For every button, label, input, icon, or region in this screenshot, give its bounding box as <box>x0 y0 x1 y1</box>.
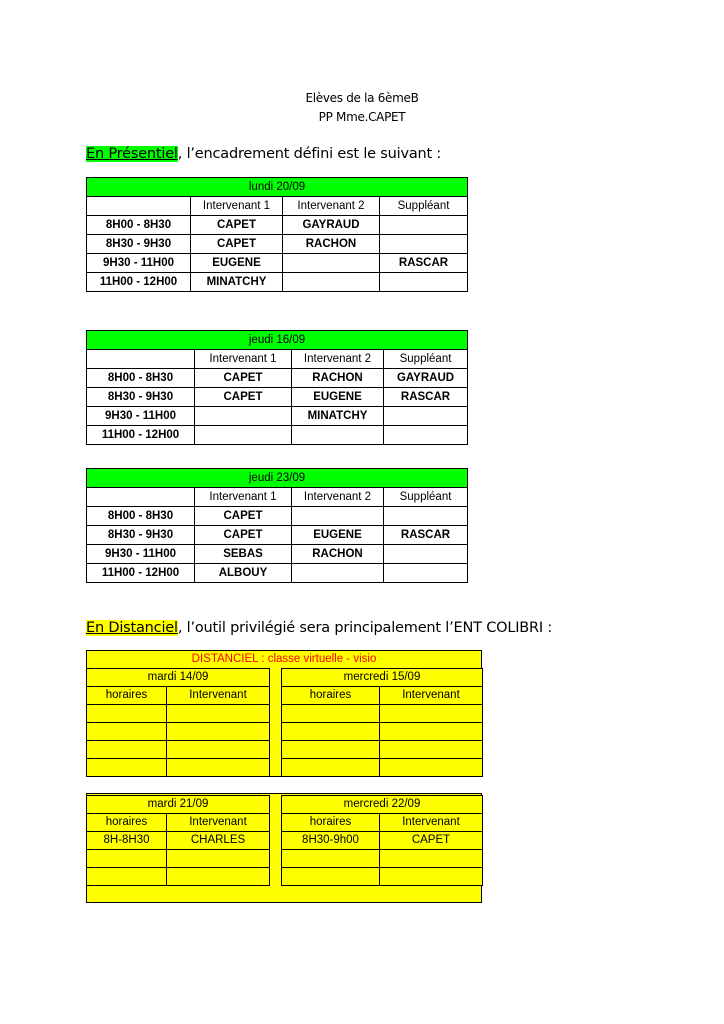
col-header: horaires <box>87 814 167 832</box>
distanciel-table <box>281 668 483 777</box>
distanciel-day: mercredi 22/09 <box>282 796 483 814</box>
schedule-table <box>86 330 468 445</box>
distanciel-day: mardi 21/09 <box>87 796 270 814</box>
distanciel-highlight: En Distanciel <box>86 620 178 636</box>
distanciel-table <box>86 668 270 777</box>
table-date: lundi 20/09 <box>87 178 468 197</box>
table-row <box>282 741 483 759</box>
table-date: jeudi 16/09 <box>87 331 468 350</box>
presentiel-intro <box>86 146 441 162</box>
col-header: Intervenant 1 <box>195 350 292 369</box>
table-row <box>282 723 483 741</box>
table-row: 9H30 - 11H00 SEBAS RACHON <box>87 545 468 564</box>
col-header: Intervenant <box>167 814 270 832</box>
col-header: Intervenant 1 <box>195 488 292 507</box>
distanciel-table <box>281 795 483 886</box>
distanciel-banner: DISTANCIEL : classe virtuelle - visio <box>86 650 482 667</box>
table-row <box>282 868 483 886</box>
document-title: Elèves de la 6èmeB <box>305 91 419 105</box>
table-row: 8H-8H30 CHARLES <box>87 832 270 850</box>
table-row: 8H30 - 9H30 CAPET RACHON <box>87 235 468 254</box>
col-header: Intervenant 2 <box>283 197 380 216</box>
table-row <box>87 850 270 868</box>
table-row <box>282 705 483 723</box>
table-row: 11H00 - 12H00 <box>87 426 468 445</box>
col-header: horaires <box>282 687 380 705</box>
table-row: 8H00 - 8H30 CAPET <box>87 507 468 526</box>
table-row <box>87 759 270 777</box>
table-row: 8H30-9h00 CAPET <box>282 832 483 850</box>
presentiel-intro-text: , l’encadrement défini est le suivant : <box>177 146 442 162</box>
distanciel-intro-text: , l’outil privilégié sera principalement l’ENT COLIBRI : <box>177 620 553 636</box>
schedule-table <box>86 177 468 292</box>
col-header: Suppléant <box>380 197 468 216</box>
table-row <box>282 850 483 868</box>
col-header: Suppléant <box>384 350 468 369</box>
col-header: Intervenant 2 <box>292 350 384 369</box>
distanciel-day: mercredi 15/09 <box>282 669 483 687</box>
table-row: 8H30 - 9H30 CAPET EUGENE RASCAR <box>87 388 468 407</box>
presentiel-highlight: En Présentiel <box>86 146 178 162</box>
table-row: 11H00 - 12H00 ALBOUY <box>87 564 468 583</box>
table-date: jeudi 23/09 <box>87 469 468 488</box>
table-row <box>87 723 270 741</box>
col-header: Intervenant 2 <box>292 488 384 507</box>
table-row <box>87 705 270 723</box>
col-header: Suppléant <box>384 488 468 507</box>
table-row <box>282 759 483 777</box>
col-header: Intervenant <box>380 687 483 705</box>
schedule-table <box>86 468 468 583</box>
col-header: Intervenant <box>380 814 483 832</box>
table-row: 8H00 - 8H30 CAPET RACHON GAYRAUD <box>87 369 468 388</box>
table-row: 8H30 - 9H30 CAPET EUGENE RASCAR <box>87 526 468 545</box>
table-row <box>87 741 270 759</box>
distanciel-day: mardi 14/09 <box>87 669 270 687</box>
table-row: 11H00 - 12H00 MINATCHY <box>87 273 468 292</box>
table-row: 8H00 - 8H30 CAPET GAYRAUD <box>87 216 468 235</box>
distanciel-intro <box>86 620 552 636</box>
col-header: horaires <box>87 687 167 705</box>
document-subtitle: PP Mme.CAPET <box>318 110 406 124</box>
distanciel-table <box>86 795 270 886</box>
col-header: Intervenant 1 <box>191 197 283 216</box>
table-row: 9H30 - 11H00 EUGENE RASCAR <box>87 254 468 273</box>
table-row <box>87 868 270 886</box>
col-header: horaires <box>282 814 380 832</box>
col-header: Intervenant <box>167 687 270 705</box>
table-row: 9H30 - 11H00 MINATCHY <box>87 407 468 426</box>
